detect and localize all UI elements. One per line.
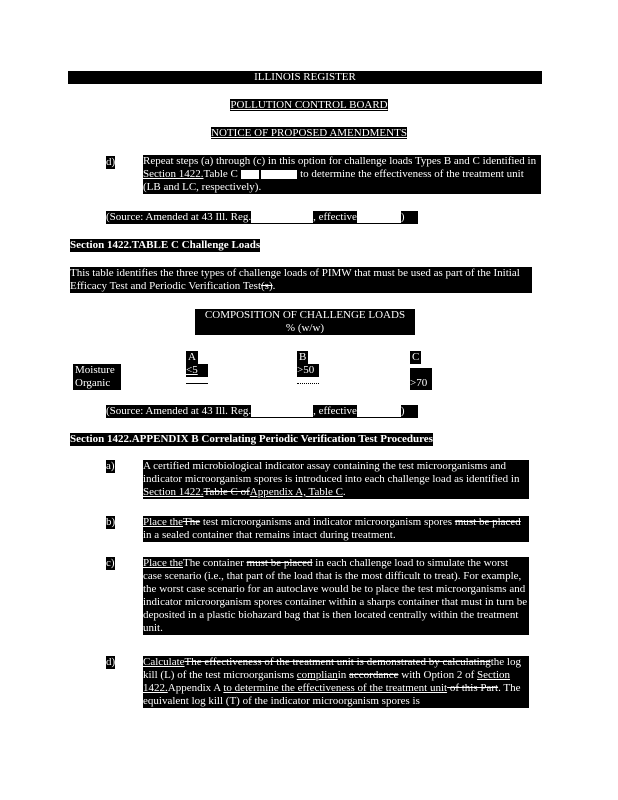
item-a-label: a): [106, 460, 115, 472]
row-label-organic: Organic: [73, 377, 121, 390]
register-header: [68, 71, 542, 84]
appendix-b-heading: Section 1422.APPENDIX B Correlating Periodic Verification Test Procedures: [70, 433, 433, 445]
item-b-label: b): [106, 516, 116, 528]
composition-table-title: COMPOSITION OF CHALLENGE LOADS % (w/w): [195, 309, 415, 335]
item-d-text: CalculateThe effectiveness of the treatment unit is demonstrated by calculatingthe log kill (L) of the test microorganisms complianin accordance with Option 2 of Section 1422.Appendix A to determine the effectiveness of the treatment unit of this Part. The equivalent log kill (T) of the indicator microorganism spores is: [143, 656, 529, 708]
row-label-moisture: Moisture: [73, 364, 121, 377]
cell-organic-a: [186, 383, 208, 384]
cell-moisture-b: >50: [297, 364, 319, 377]
column-header-b: B: [299, 351, 307, 363]
register-title: ILLINOIS REGISTER: [254, 71, 356, 83]
board-header: [0, 99, 618, 112]
item-c-label: c): [106, 557, 115, 569]
item-a-text: A certified microbiological indicator assay containing the test microorganisms and indicator microorganism spores is introduced into each challenge load as identified in Section 1422.Table C ofAppendix A, Table C.: [143, 460, 529, 499]
redaction-mark: [241, 170, 259, 179]
item-b-text: Place theThe test microorganisms and indicator microorganism spores must be placed in a sealed container that remains intact during treatment.: [143, 516, 529, 542]
item-c-text: Place theThe container must be placed in each challenge load to simulate the worst case scenario (i.e., that part of the load that is the most difficult to treat). For example, the worst case scenario for an autoclave would be to place the test microorganisms and indicator microorganism spores container within a sharps container that must in turn be deposited in a plastic biohazard bag that is then located centrally within the treatment unit.: [143, 557, 528, 634]
cell-moisture-a: <5: [186, 364, 208, 377]
cell-organic-b: [297, 383, 319, 384]
table-c-intro: This table identifies the three types of challenge loads of PIMW that must be used as part of the Initial Efficacy Test and Periodic Verification Test(s).: [70, 267, 532, 293]
source-note-2: (Source: Amended at 43 Ill. Reg. , effective ): [106, 405, 418, 418]
column-header-a: A: [188, 351, 196, 363]
table-c-heading: Section 1422.TABLE C Challenge Loads: [70, 239, 261, 251]
item-d-top-label: d): [106, 156, 116, 168]
cell-organic-c: >70: [410, 377, 432, 390]
board-title: POLLUTION CONTROL BOARD: [230, 99, 388, 111]
column-header-c: C: [412, 351, 420, 363]
notice-header: [0, 127, 618, 140]
cell-moisture-c: [410, 368, 432, 377]
item-d-top-text: Repeat steps (a) through (c) in this option for challenge loads Types B and C identified in Section 1422.Table C to determine the effectiveness of the treatment unit (LB and LC, respectively).: [143, 155, 541, 194]
item-d-label: d): [106, 656, 116, 668]
redaction-mark: [261, 170, 297, 179]
source-note-1: (Source: Amended at 43 Ill. Reg. , effective ): [106, 211, 418, 224]
notice-title: NOTICE OF PROPOSED AMENDMENTS: [211, 127, 407, 139]
